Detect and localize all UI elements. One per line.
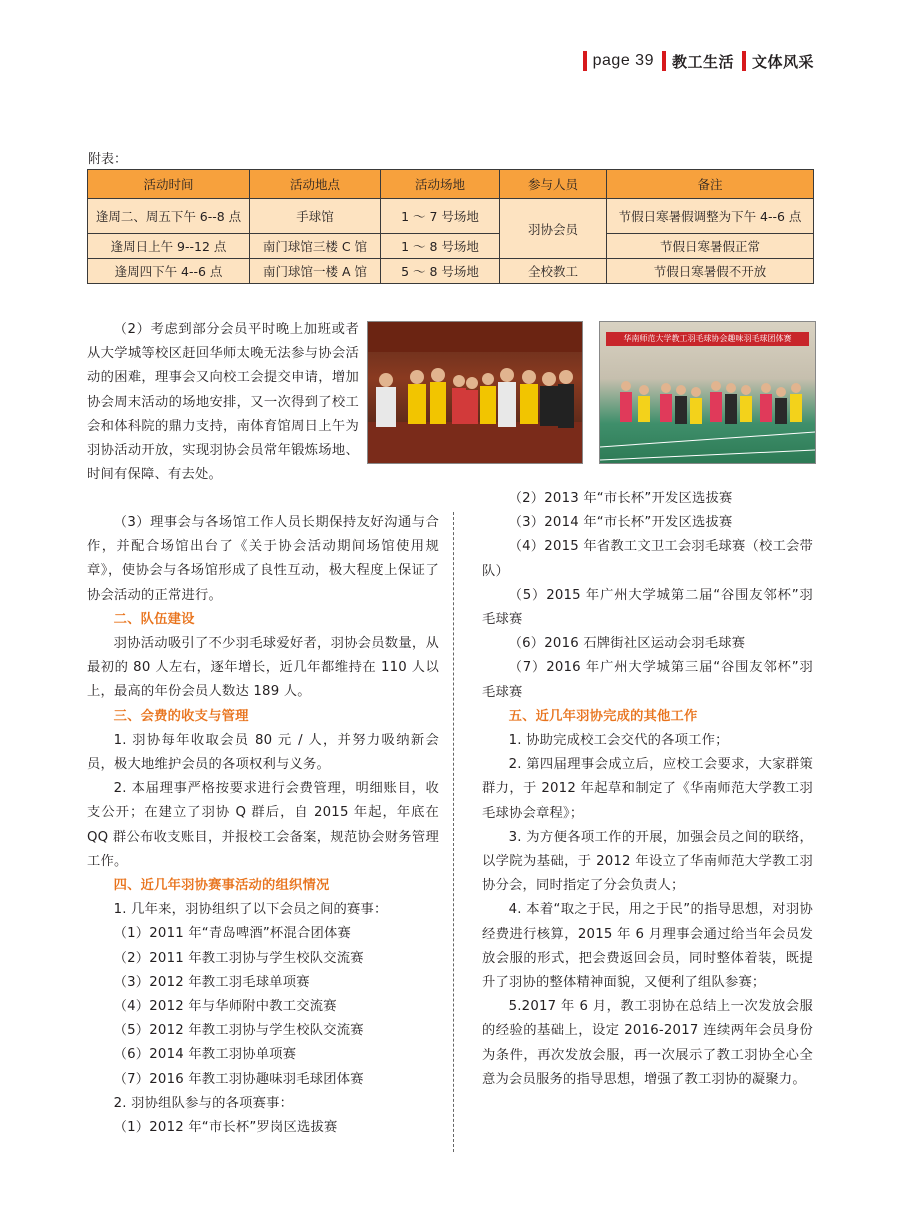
left-column bbox=[87, 511, 439, 1140]
list-item: （5）2015 年广州大学城第二届“谷围友邻杯”羽毛球赛 bbox=[482, 587, 813, 628]
column-header: 活动地点 bbox=[250, 170, 381, 199]
column-header: 参与人员 bbox=[500, 170, 607, 199]
paragraph: 1. 羽协每年收取会员 80 元 / 人，并努力吸纳新会员，极大地维护会员的各项权利与义务。 bbox=[87, 732, 439, 773]
list-item: （2）2011 年教工羽协与学生校队交流赛 bbox=[113, 950, 364, 966]
list-item: （6）2014 年教工羽协单项赛 bbox=[113, 1047, 297, 1063]
list-item: （4）2015 年省教工文卫工会羽毛球赛（校工会带队） bbox=[482, 539, 813, 579]
cell-venue: 1 ～ 7 号场地 bbox=[381, 199, 500, 234]
list-item: （6）2016 石牌街社区运动会羽毛球赛 bbox=[508, 636, 746, 652]
paragraph: 2. 第四届理事会成立后，应校工会要求，大家群策群力，于 2012 年起草和制定了《华南师范大学教工羽毛球协会章程》； bbox=[482, 757, 813, 821]
list-item: （3）2012 年教工羽毛球单项赛 bbox=[113, 974, 310, 990]
cell-time: 逢周日上午 9--12 点 bbox=[88, 234, 250, 259]
page-header bbox=[583, 48, 814, 74]
section-heading: 五、近几年羽协完成的其他工作 bbox=[508, 708, 698, 724]
paragraph: 羽协活动吸引了不少羽毛球爱好者，羽协会员数量，从最初的 80 人左右，逐年增长，近几年都维持在 110 人以上，最高的年份会员人数达 189 人。 bbox=[87, 636, 439, 700]
cell-venue: 5 ～ 8 号场地 bbox=[381, 259, 500, 284]
table-caption: 附表： bbox=[88, 152, 128, 167]
paragraph-block-top-left bbox=[87, 318, 359, 487]
column-header: 活动时间 bbox=[88, 170, 250, 199]
column-header: 活动场地 bbox=[381, 170, 500, 199]
list-item: （7）2016 年教工羽协趣味羽毛球团体赛 bbox=[113, 1071, 364, 1087]
paragraph: 2. 本届理事严格按要求进行会费管理，明细账目，收支公开；在建立了羽协 Q 群后，自 2015 年起，年底在 QQ 群公布收支账目，并报校工会备案，规范协会财务管理工作。 bbox=[87, 781, 439, 869]
header-bar bbox=[662, 51, 666, 71]
section-name: 教工生活 bbox=[671, 52, 734, 71]
group-photo-indoor bbox=[367, 321, 583, 464]
paragraph: 4. 本着“取之于民，用之于民”的指导思想，对羽协经费进行核算，2015 年 6 月理事会通过给当年会员发放会服的形式，把会费返回会员，同时整体着装，既提升了羽协的整体精神面貌，又便利了组队参赛； bbox=[482, 902, 813, 991]
header-bar bbox=[742, 51, 746, 71]
paragraph: 2. 羽协组队参与的各项赛事： bbox=[113, 1095, 294, 1111]
paragraph: （3）理事会与各场馆工作人员长期保持友好沟通与合作，并配合场馆出台了《关于协会活动期间场馆使用规章》，使协会与各场馆形成了良性互动，极大程度上保证了协会活动的正常进行。 bbox=[87, 515, 439, 603]
page-number: page 39 bbox=[592, 52, 654, 69]
schedule-table bbox=[87, 169, 814, 284]
list-item: （1）2012 年“市长杯”罗岗区选拔赛 bbox=[113, 1120, 338, 1136]
table-row bbox=[88, 259, 814, 284]
section-name: 文体风采 bbox=[751, 52, 814, 71]
column-header: 备注 bbox=[607, 170, 814, 199]
paragraph: 3. 为方便各项工作的开展，加强会员之间的联络，以学院为基础，于 2012 年设立了华南师范大学教工羽协分会，同时指定了分会负责人； bbox=[482, 829, 813, 894]
group-photo-court bbox=[599, 321, 816, 464]
paragraph: 1. 几年来，羽协组织了以下会员之间的赛事： bbox=[113, 902, 388, 918]
cell-place: 南门球馆三楼 C 馆 bbox=[250, 234, 381, 259]
section-heading: 三、会费的收支与管理 bbox=[113, 708, 249, 724]
cell-place: 手球馆 bbox=[250, 199, 381, 234]
list-item: （1）2011 年“青岛啤酒”杯混合团体赛 bbox=[113, 926, 351, 942]
paragraph: 1. 协助完成校工会交代的各项工作； bbox=[508, 733, 729, 749]
cell-note: 节假日寒暑假不开放 bbox=[607, 259, 814, 284]
list-item: （2）2013 年“市长杯”开发区选拔赛 bbox=[508, 491, 733, 506]
cell-time: 逢周四下午 4--6 点 bbox=[88, 259, 250, 284]
right-column bbox=[482, 487, 813, 1092]
cell-people: 全校教工 bbox=[500, 259, 607, 284]
section-heading: 二、队伍建设 bbox=[113, 611, 195, 627]
group-photo-illustration bbox=[368, 322, 582, 463]
column-divider bbox=[453, 512, 454, 1152]
section-heading: 四、近几年羽协赛事活动的组织情况 bbox=[113, 878, 330, 894]
list-item: （4）2012 年与华师附中教工交流赛 bbox=[113, 999, 337, 1015]
table-header-row bbox=[88, 170, 814, 199]
paragraph: （2）考虑到部分会员平时晚上加班或者从大学城等校区赶回华师太晚无法参与协会活动的困难，理事会又向校工会提交申请，增加协会周末活动的场地安排，又一次得到了校工会和体科院的鼎力支持，南体育馆周日上午为羽协活动开放，实现羽协会员常年锻炼场地、时间有保障、有去处。 bbox=[87, 322, 359, 483]
cell-note: 节假日寒暑假正常 bbox=[607, 234, 814, 259]
list-item: （5）2012 年教工羽协与学生校队交流赛 bbox=[113, 1023, 364, 1039]
court-photo-illustration bbox=[600, 322, 815, 463]
table-row bbox=[88, 234, 814, 259]
table-row bbox=[88, 199, 814, 234]
header-bar bbox=[583, 51, 587, 71]
photo-banner: 华南师范大学教工羽毛球协会趣味羽毛球团体赛 bbox=[606, 332, 809, 346]
cell-venue: 1 ～ 8 号场地 bbox=[381, 234, 500, 259]
cell-people: 羽协会员 bbox=[500, 199, 607, 259]
paragraph: 5.2017 年 6 月，教工羽协在总结上一次发放会服的经验的基础上，设定 2016-2017 连续两年会员身份为条件，再次发放会服，再一次展示了教工羽协全心全意为会员服务的指导思想，增强了教工羽协的凝聚力。 bbox=[482, 999, 813, 1087]
cell-place: 南门球馆一楼 A 馆 bbox=[250, 259, 381, 284]
list-item: （7）2016 年广州大学城第三届“谷围友邻杯”羽毛球赛 bbox=[482, 660, 813, 700]
cell-time: 逢周二、周五下午 6--8 点 bbox=[88, 199, 250, 234]
cell-note: 节假日寒暑假调整为下午 4--6 点 bbox=[607, 199, 814, 234]
list-item: （3）2014 年“市长杯”开发区选拔赛 bbox=[508, 515, 733, 531]
